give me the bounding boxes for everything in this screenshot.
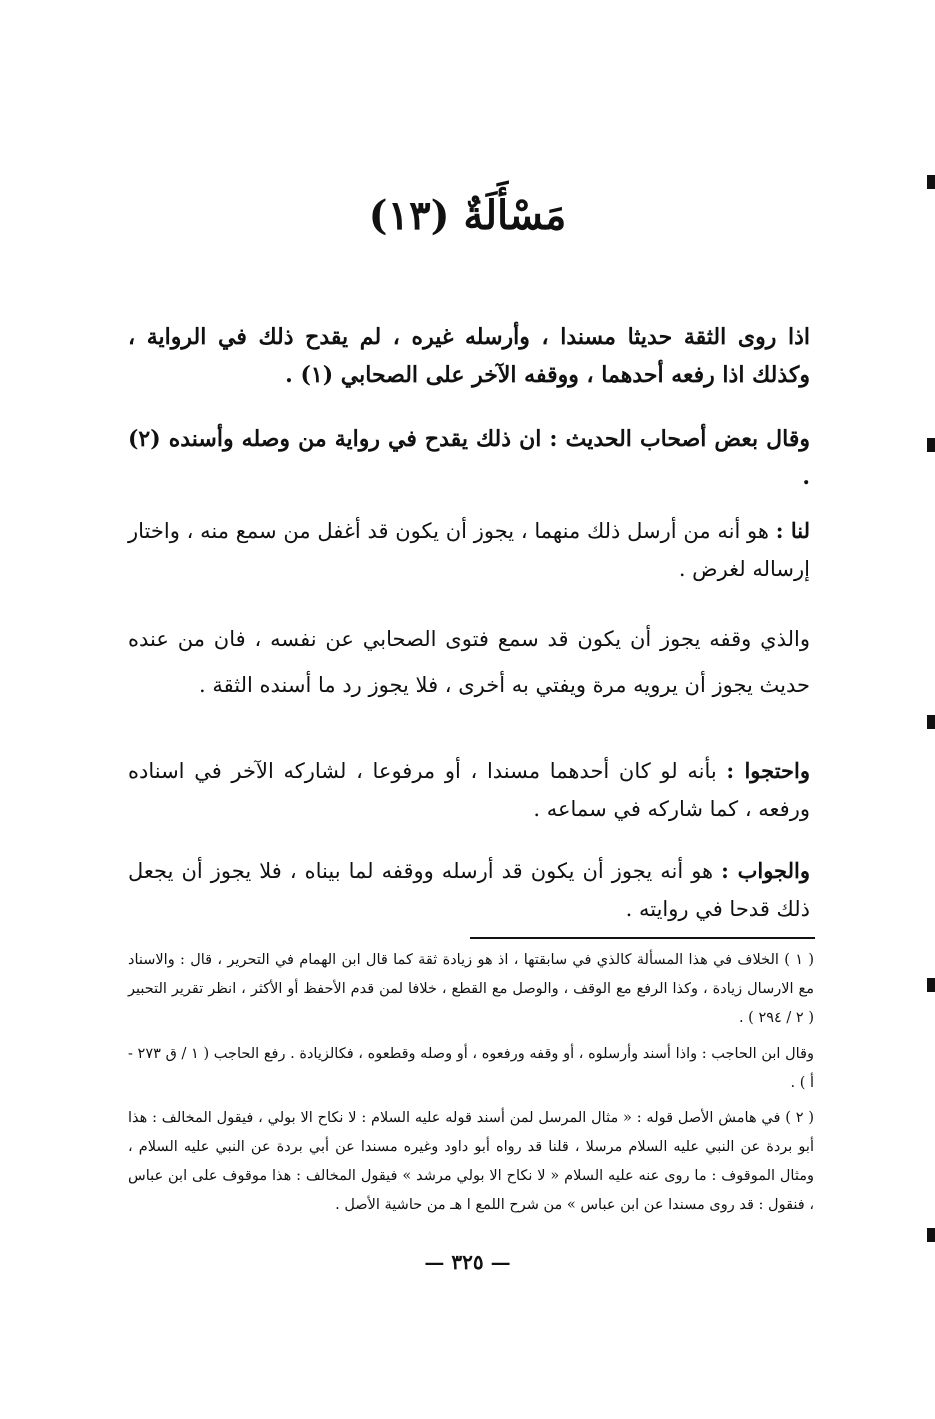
paragraph-6 <box>128 852 810 928</box>
margin-mark <box>927 715 935 729</box>
page-number: — ٣٢٥ — <box>424 1250 511 1274</box>
paragraph-text: هو أنه من أرسل ذلك منهما ، يجوز أن يكون قد أغفل من سمع منه ، واختار إرساله لغرض . <box>128 519 810 581</box>
paragraph-lead: لنا : <box>775 518 810 543</box>
paragraph-1 <box>128 318 810 394</box>
paragraph-text: وقال بعض أصحاب الحديث : ان ذلك يقدح في رواية من وصله وأسنده (٢) . <box>128 426 810 490</box>
footnote-1-continued: وقال ابن الحاجب : واذا أسند وأرسلوه ، أو وقفه ورفعوه ، أو وصله وقطعوه ، فكالزيادة . رفع الحاجب ( ١ / ق ٢٧٣ - أ ) . <box>128 1046 814 1091</box>
footnote-2: ( ٢ ) في هامش الأصل قوله : « مثال المرسل لمن أسند قوله عليه السلام : لا نكاح الا بولي ، فيقول المخالف : هذا أبو بردة عن النبي عليه السلام مرسلا ، قلنا قد رواه أبو داود وغيره مسندا عن أبي بردة عن النبي عليه السلام ، ومثال الموقوف : ما روى عنه عليه السلام « لا نكاح الا بولي مرشد » فيقول المخالف : هذا موقوف على ابن عباس ، فنقول : قد روى مسندا عن ابن عباس » من شرح اللمع ا هـ من حاشية الأصل . <box>128 1110 814 1213</box>
paragraph-text: بأنه لو كان أحدهما مسندا ، أو مرفوعا ، لشاركه الآخر في اسناده ورفعه ، كما شاركه في سماعه . <box>128 759 810 821</box>
paragraph-text: اذا روى الثقة حديثا مسندا ، وأرسله غيره ، لم يقدح ذلك في الرواية ، وكذلك اذا رفعه أحدهما ، ووقفه الآخر على الصحابي (١) . <box>128 324 810 388</box>
paragraph-5 <box>128 752 810 828</box>
paragraph-lead: واحتجوا : <box>726 758 810 783</box>
paragraph-3 <box>128 512 810 588</box>
footnote-1: ( ١ ) الخلاف في هذا المسألة كالذي في سابقتها ، اذ هو زيادة ثقة كما قال ابن الهمام في التحرير ، قال : والاسناد مع الارسال زيادة ، وكذا الرفع مع الوقف ، والوصل مع القطع ، خلافا لمن قدم الأحفظ أو الأكثر ، انظر تقرير التحبير ( ٢ / ٢٩٤ ) . <box>128 952 814 1026</box>
paragraph-text: والذي وقفه يجوز أن يكون قد سمع فتوى الصحابي عن نفسه ، فان من عنده حديث يجوز أن يرويه مرة ويفتي به أخرى ، فلا يجوز رد ما أسنده الثقة . <box>128 627 810 697</box>
footnote-divider <box>470 937 815 939</box>
margin-mark <box>927 175 935 189</box>
paragraph-text: هو أنه يجوز أن يكون قد أرسله ووقفه لما بيناه ، فلا يجوز أن يجعل ذلك قدحا في روايته . <box>128 859 810 921</box>
paragraph-2 <box>128 420 810 496</box>
paragraph-4 <box>128 616 810 708</box>
margin-mark <box>927 1228 935 1242</box>
margin-mark <box>927 438 935 452</box>
margin-mark <box>927 978 935 992</box>
section-title: مَسْأَلَةٌ (١٣) <box>368 192 567 239</box>
paragraph-lead: والجواب : <box>721 858 810 883</box>
